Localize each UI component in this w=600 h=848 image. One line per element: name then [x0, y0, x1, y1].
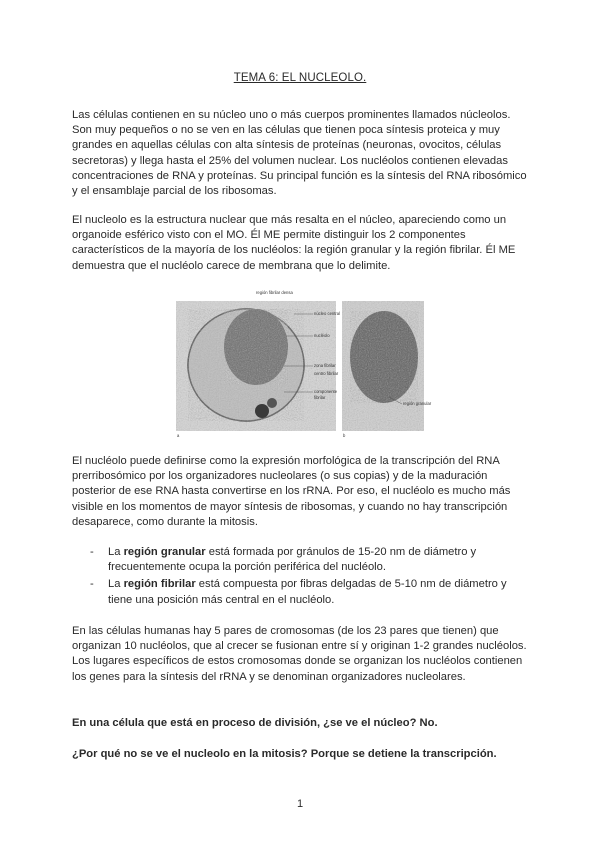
- page-number: 1: [296, 798, 304, 810]
- list-item-fibrilar: [90, 577, 530, 607]
- list-text: La: [108, 578, 124, 591]
- paragraph-definition: El nucléolo puede definirse como la expresión morfológica de la transcripción del RNA prerribosómico por los organizadores nucleolares (o sus copias) y de la maduración posterior de ese RNA hasta convertirse en los rRNA. Por eso, el nucléolo es mucho más visible en los momentos de mayor síntesis de ribosomas, y cuando no hay transcripción desaparece, como durante la mitosis.: [72, 455, 511, 528]
- region-list: [90, 545, 530, 610]
- nucleolus-micrograph-figure: [174, 285, 432, 440]
- micrograph-panel-b: [342, 301, 424, 431]
- list-bullet: -: [90, 578, 94, 591]
- page-title: TEMA 6: EL NUCLEOLO.: [233, 72, 367, 84]
- figure-caption-b: b: [343, 433, 346, 438]
- list-item-granular: [90, 545, 530, 575]
- question-2: ¿Por qué no se ve el nucleolo en la mitosis? Porque se detiene la transcripción.: [72, 748, 497, 760]
- paragraph-chromosomes: En las células humanas hay 5 pares de cromosomas (de los 23 pares que tienen) que organizan 10 nucléolos, que al crecer se fusionan entre sí y originan 1-2 grandes nucléolos. Los lugares específicos de estos cromosomas donde se organizan los nucléolos contienen los genes para la síntesis del rRNA y se denominan organizadores nucleolares.: [72, 625, 527, 683]
- list-term: región granular: [123, 546, 206, 558]
- list-text: está formada por gránulos de 15-20 nm de diámetro y frecuentemente ocupa la porción periférica del nucléolo.: [108, 546, 477, 574]
- figure-label-top: región fibrilar densa: [256, 290, 293, 295]
- list-text: está compuesta por fibras delgadas de 5-10 nm de diámetro y tiene una posición más central en el nucléolo.: [108, 578, 507, 606]
- figure-label-2: nucléolo: [314, 333, 330, 338]
- list-bullet: -: [90, 546, 94, 558]
- figure-label-3: zona fibrilar: [314, 363, 336, 368]
- figure-caption-a: a: [177, 433, 180, 438]
- paragraph-intro: Las células contienen en su núcleo uno o más cuerpos prominentes llamados núcleolos. Son muy pequeños o no se ven en las células que tienen poca síntesis proteica y muy grandes en aquellas células con alta síntesis de proteínas (neuronas, ovocitos, células secretoras) y llega hasta el 25% del volumen nuclear. Los nucléolos contienen elevadas concentraciones de RNA y proteínas. Su principal función es la síntesis del RNA ribosómico y el ensamblaje parcial de los ribosomas.: [72, 109, 527, 198]
- figure-label-6: fibrilar: [314, 395, 326, 400]
- list-text: La: [108, 546, 124, 558]
- list-term: región fibrilar: [123, 578, 196, 591]
- figure-label-1: núcleo central: [314, 311, 341, 316]
- figure-label-7: región granular: [403, 401, 432, 406]
- paragraph-nucleolo-structure: El nucleolo es la estructura nuclear que más resalta en el núcleo, apareciendo como un organoide esférico visto con el MO. Él ME permite distinguir los 2 componentes característicos de la mayoría de los nucléolos: la región granular y la región fibrilar. Él ME demuestra que el nucléolo carece de membrana que lo delimite.: [72, 214, 516, 272]
- figure-label-5: componente: [314, 389, 338, 394]
- figure-label-4: centro fibrilar: [314, 371, 339, 376]
- question-1: En una célula que está en proceso de división, ¿se ve el núcleo? No.: [72, 717, 438, 729]
